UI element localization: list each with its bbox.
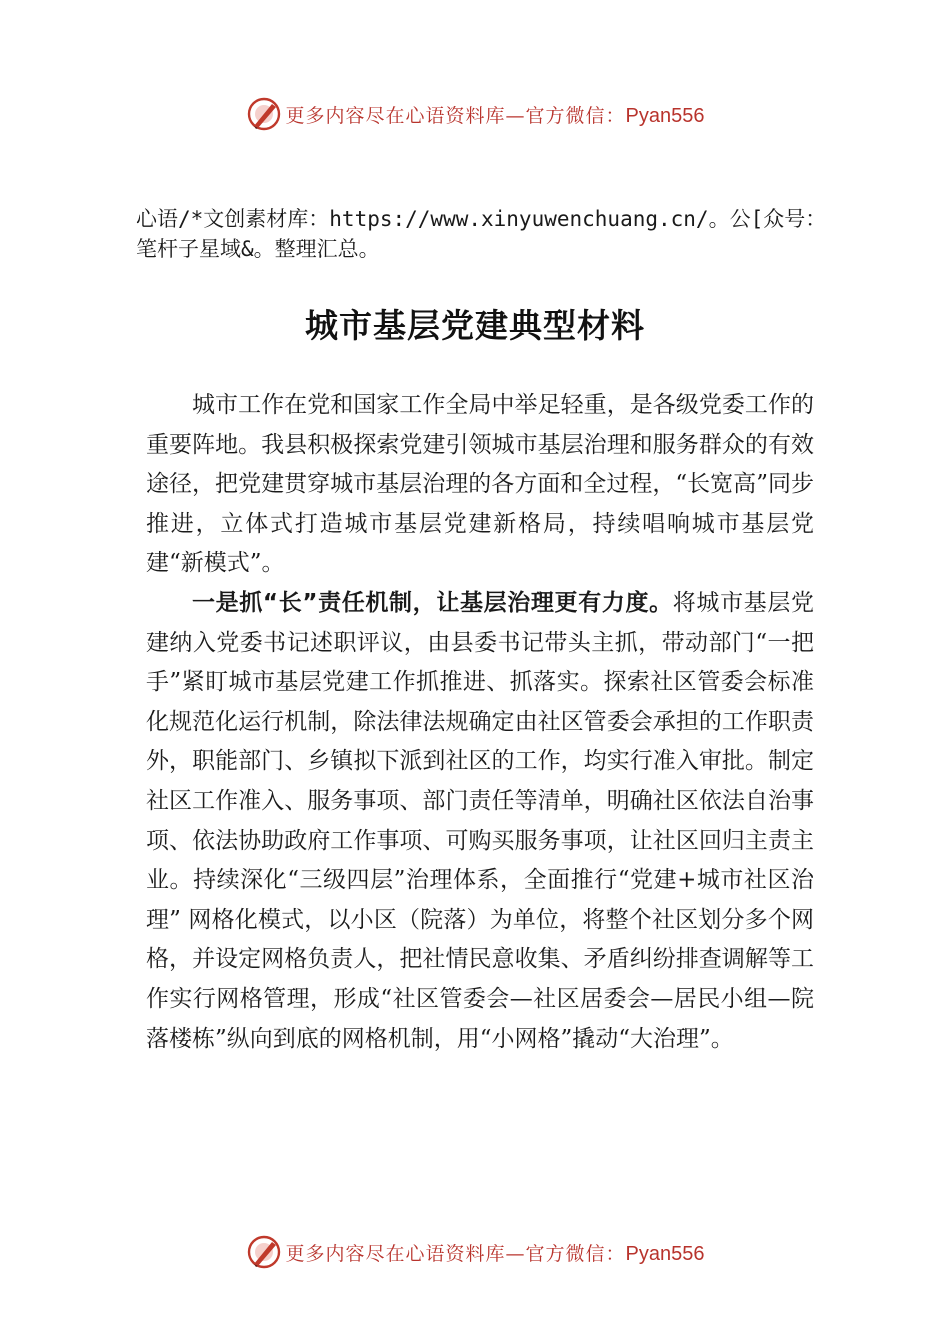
source-line: 心语/*文创素材库：https://www.xinyuwenchuang.cn/。公[众号：笔杆子星域&。整理汇总。 [136,207,827,261]
paragraph [146,584,814,1059]
paragraph [146,386,814,584]
banner-text: 更多内容尽在心语资料库—官方微信：Pyan556 [285,1242,705,1265]
banner-text: 更多内容尽在心语资料库—官方微信：Pyan556 [285,104,705,127]
footer-banner [0,1232,950,1272]
document-body [146,386,814,1059]
wechat-id: Pyan556 [625,104,705,127]
header-banner [0,94,950,134]
page-title: 城市基层党建典型材料 [305,306,645,345]
paragraph-text: 将城市基层党建纳入党委书记述职评议，由县委书记带头主抓，带动部门“一把手”紧盯城市基层党建工作抓推进、抓落实。探索社区管委会标准化规范化运行机制，除法律法规确定由社区管委会承担的工作职责外，职能部门、乡镇拟下派到社区的工作，均实行准入审批。制定社区工作准入、服务事项、部门责任等清单，明确社区依法自治事项、依法协助政府工作事项、可购买服务事项，让社区回归主责主业。持续深化“三级四层”治理体系，全面推行“党建+城市社区治理” 网格化模式，以小区（院落）为单位，将整个社区划分多个网格，并设定网格负责人，把社情民意收集、矛盾纠纷排查调解等工作实行网格管理，形成“社区管委会—社区居委会—居民小组—院落楼栋”纵向到底的网格机制，用“小网格”撬动“大治理”。 [146,589,815,1052]
pen-logo-icon [246,96,282,132]
wechat-id: Pyan556 [625,1242,705,1265]
pen-logo-icon [246,1234,282,1270]
paragraph-text: 城市工作在党和国家工作全局中举足轻重，是各级党委工作的重要阵地。我县积极探索党建引领城市基层治理和服务群众的有效途径，把党建贯穿城市基层治理的各方面和全过程，“长宽高”同步推进，立体式打造城市基层党建新格局，持续唱响城市基层党建“新模式”。 [146,392,814,577]
paragraph-lead: 一是抓“长”责任机制，让基层治理更有力度。 [192,589,673,616]
